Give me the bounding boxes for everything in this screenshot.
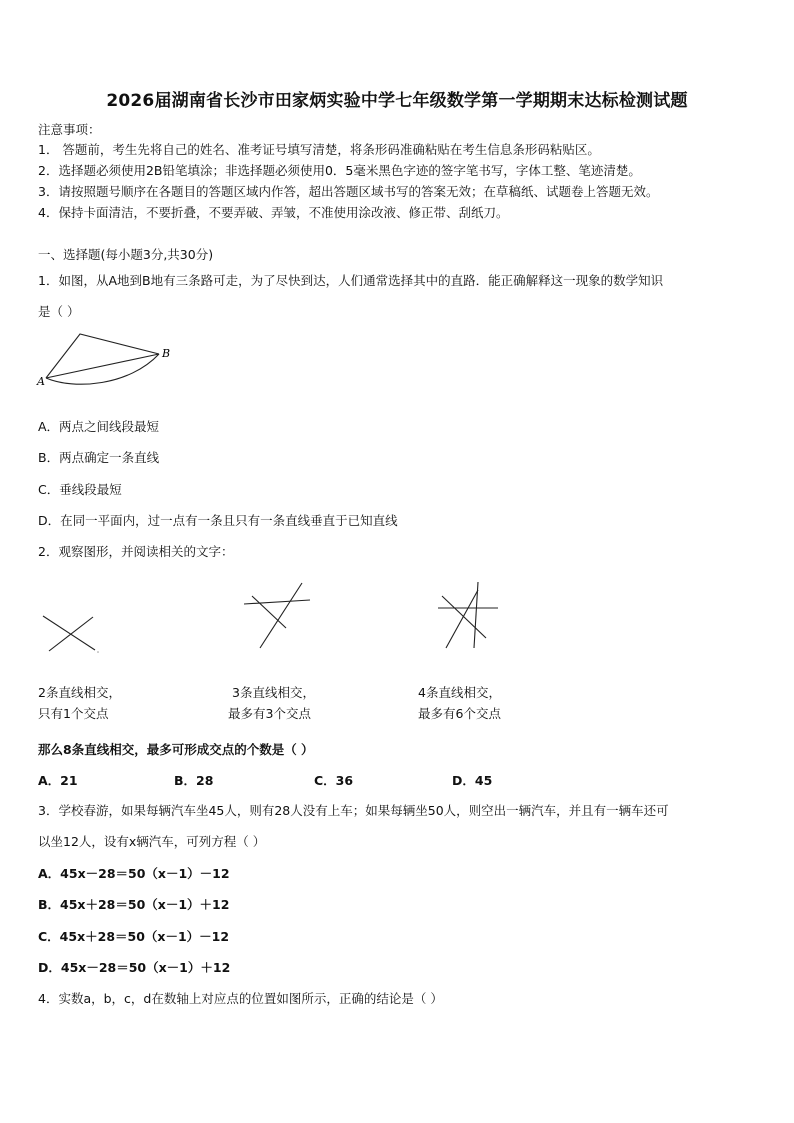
section-title: 一、选择题(每小题3分,共30分)	[38, 247, 214, 262]
question-1-option: D．在同一平面内，过一点有一条且只有一条直线垂直于已知直线	[38, 513, 398, 528]
page-title: 2026届湖南省长沙市田家炳实验中学七年级数学第一学期期末达标检测试题	[106, 91, 688, 111]
question-1-option: A．两点之间线段最短	[38, 419, 160, 434]
question-3-stem: 3．学校春游，如果每辆汽车坐45人，则有28人没有上车；如果每辆坐50人，则空出一辆汽车，并且有一辆车还可	[38, 803, 669, 818]
question-1-stem-cont: 是（ ）	[38, 304, 80, 319]
question-2-options	[38, 771, 492, 789]
figure-three-lines	[238, 580, 314, 652]
question-3-option: C．45x＋28＝50（x－1）－12	[38, 929, 230, 944]
path-straight-line	[46, 354, 159, 378]
question-2-option: B．28	[174, 773, 214, 788]
question-2-option: D．45	[452, 773, 493, 788]
note-item: 1． 答题前，考生先将自己的姓名、准考证号填写清楚，将条形码准确粘贴在考生信息条形码粘贴区。	[38, 142, 600, 157]
path-curved-line	[46, 354, 159, 384]
question-3-option: B．45x＋28＝50（x－1）＋12	[38, 897, 230, 912]
question-2-option: A．21	[38, 773, 78, 788]
note-item: 2．选择题必须使用2B铅笔填涂；非选择题必须使用0．5毫米黑色字迹的签字笔书写，字体工整、笔迹清楚。	[38, 163, 641, 178]
question-2-stem: 2．观察图形，并阅读相关的文字：	[38, 544, 234, 559]
figure-caption: 3条直线相交，	[232, 685, 315, 700]
question-3-option: A．45x－28＝50（x－1）－12	[38, 866, 230, 881]
note-item: 4．保持卡面清洁，不要折叠，不要弄破、弄皱，不准使用涂改液、修正带、刮纸刀。	[38, 205, 509, 220]
figure-two-lines	[40, 612, 104, 656]
question-1-figure	[34, 328, 184, 390]
question-2-prompt: 那么8条直线相交，最多可形成交点的个数是（ ）	[38, 742, 314, 757]
question-1-option: B．两点确定一条直线	[38, 450, 160, 465]
point-b-label: B	[162, 347, 171, 360]
question-1-option: C．垂线段最短	[38, 482, 122, 497]
figure-caption: 最多有6个交点	[418, 706, 501, 721]
figure-caption: 4条直线相交，	[418, 685, 501, 700]
figure-four-lines	[430, 580, 502, 652]
question-3-stem-cont: 以坐12人，设有x辆汽车，可列方程（ ）	[38, 834, 266, 849]
question-4-stem: 4．实数a，b，c，d在数轴上对应点的位置如图所示，正确的结论是（ ）	[38, 991, 443, 1006]
point-a-label: A	[37, 375, 45, 388]
note-item: 3．请按照题号顺序在各题目的答题区域内作答，超出答题区域书写的答案无效；在草稿纸、试题卷上答题无效。	[38, 184, 659, 199]
figure-caption: 最多有3个交点	[228, 706, 311, 721]
path-broken-line	[46, 334, 159, 378]
question-1-stem: 1．如图，从A地到B地有三条路可走，为了尽快到达，人们通常选择其中的直路．能正确解释这一现象的数学知识	[38, 273, 664, 288]
figure-caption: 2条直线相交，	[38, 685, 121, 700]
figure-caption: 只有1个交点	[38, 706, 109, 721]
notes-heading: 注意事项：	[38, 122, 101, 137]
question-2-option: C．36	[314, 773, 354, 788]
question-3-option: D．45x－28＝50（x－1）＋12	[38, 960, 231, 975]
